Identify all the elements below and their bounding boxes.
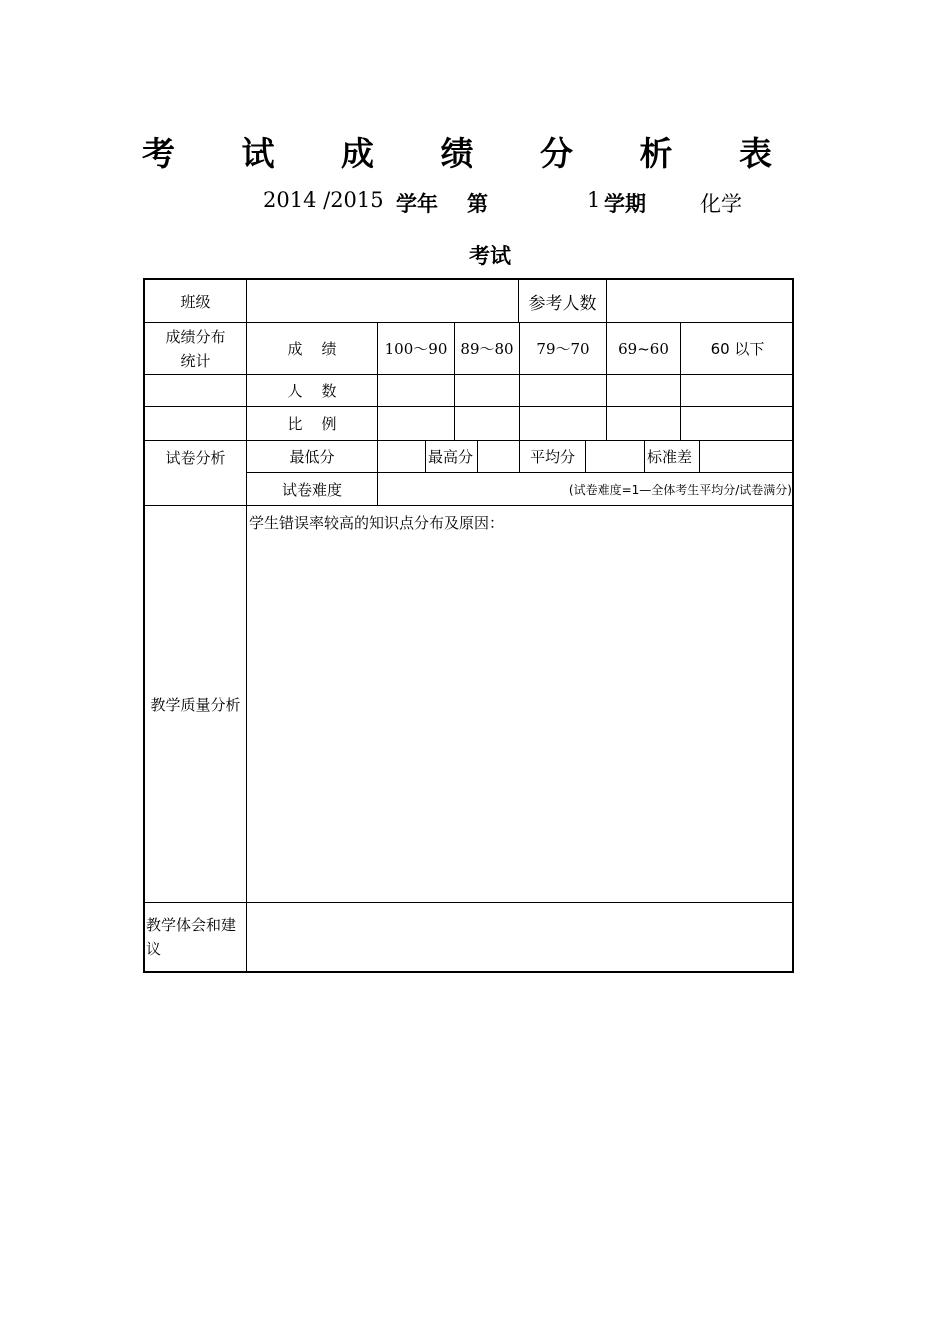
score-range: 79～70 — [520, 323, 607, 375]
term-prefix: 第 — [467, 192, 488, 216]
reflection-field[interactable] — [247, 903, 794, 971]
reflection-label: 教学体会和建议 — [145, 903, 247, 971]
subtitle — [0, 188, 950, 220]
page-title — [142, 128, 772, 175]
avg-label: 平均分 — [520, 441, 586, 473]
participants-field[interactable] — [607, 280, 794, 323]
avg-field[interactable] — [586, 441, 645, 473]
ratio-field[interactable] — [455, 407, 520, 441]
ratio-field[interactable] — [520, 407, 607, 441]
participants-label: 参考人数 — [519, 280, 607, 323]
title-char: 考 — [142, 134, 175, 173]
ratio-label: 比 例 — [247, 407, 378, 441]
score-label: 成 绩 — [247, 323, 378, 375]
count-field[interactable] — [520, 375, 607, 407]
blank-cell — [145, 407, 247, 441]
distribution-label — [145, 323, 247, 375]
count-field[interactable] — [378, 375, 455, 407]
term-label: 学期 — [604, 192, 646, 216]
class-label: 班级 — [145, 280, 247, 323]
count-field[interactable] — [681, 375, 794, 407]
score-range: 69~60 — [607, 323, 681, 375]
analysis-table — [143, 278, 794, 973]
subject: 化学 — [700, 192, 742, 216]
year-range: 2014 /2015 — [263, 188, 384, 212]
ratio-field[interactable] — [607, 407, 681, 441]
max-field[interactable] — [478, 441, 520, 473]
count-field[interactable] — [455, 375, 520, 407]
std-label: 标准差 — [645, 441, 700, 473]
blank-cell — [145, 375, 247, 407]
std-field[interactable] — [700, 441, 794, 473]
title-char: 析 — [639, 134, 673, 173]
ratio-field[interactable] — [681, 407, 794, 441]
term-value: 1 — [587, 188, 601, 212]
score-range: 60 以下 — [681, 323, 794, 375]
title-char: 分 — [540, 134, 573, 173]
count-field[interactable] — [607, 375, 681, 407]
score-range: 100～90 — [378, 323, 455, 375]
title-char: 试 — [241, 134, 275, 173]
exam-label: 考试 — [469, 244, 511, 268]
max-label: 最高分 — [426, 441, 478, 473]
quality-field[interactable] — [247, 506, 794, 903]
class-field[interactable] — [247, 280, 519, 323]
min-field[interactable] — [378, 441, 426, 473]
title-char: 绩 — [440, 134, 474, 173]
paper-analysis-label: 试卷分析 — [145, 441, 247, 506]
score-range: 89～80 — [455, 323, 520, 375]
academic-year-label: 学年 — [396, 192, 438, 216]
ratio-field[interactable] — [378, 407, 455, 441]
quality-label: 教学质量分析 — [145, 506, 247, 903]
title-char: 成 — [341, 134, 374, 173]
difficulty-note: (试卷难度=1—全体考生平均分/试卷满分) — [378, 473, 794, 506]
quality-prompt: 学生错误率较高的知识点分布及原因： — [249, 514, 505, 532]
min-label: 最低分 — [247, 441, 378, 473]
difficulty-label: 试卷难度 — [247, 473, 378, 506]
distribution-label-text: 成绩分布统计 — [165, 327, 226, 370]
title-char: 表 — [739, 134, 772, 173]
count-label: 人 数 — [247, 375, 378, 407]
